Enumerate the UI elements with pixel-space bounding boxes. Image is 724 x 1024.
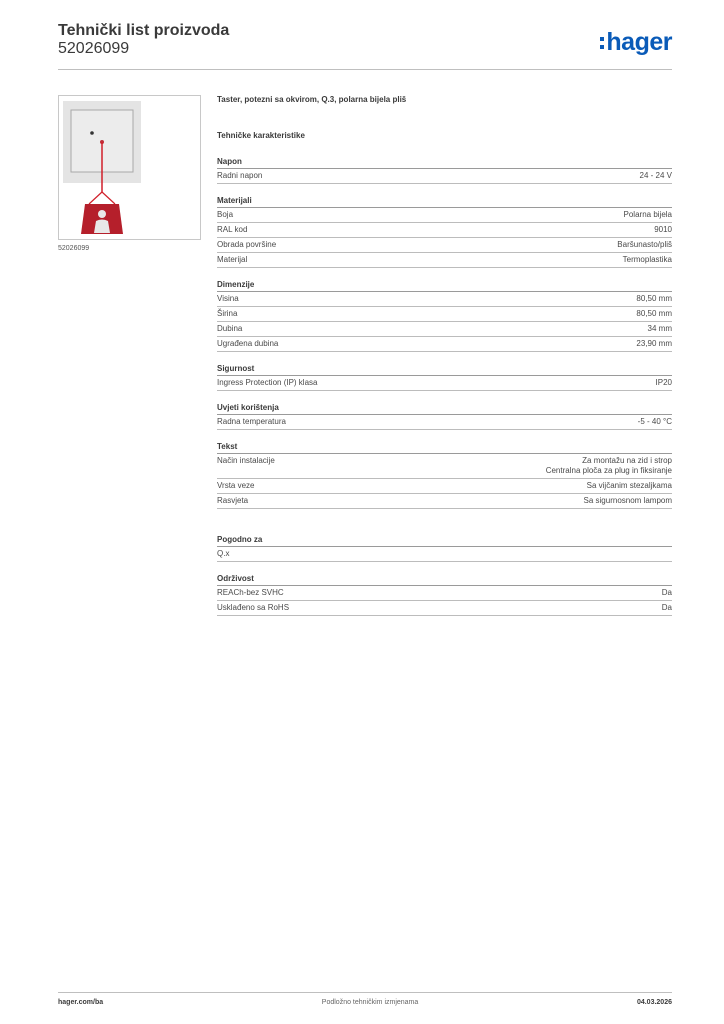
spec-group [217, 157, 672, 184]
spec-label: Obrada površine [217, 240, 277, 249]
spec-label: Način instalacije [217, 456, 275, 465]
spec-label: Ugrađena dubina [217, 339, 279, 348]
spec-row [217, 479, 672, 494]
spec-row [217, 238, 672, 253]
spec-group-title: Materijali [217, 196, 672, 208]
spec-row [217, 322, 672, 337]
document-header [58, 22, 672, 70]
spec-row [217, 454, 672, 479]
document-number: 52026099 [58, 40, 130, 57]
spec-group-title: Napon [217, 157, 672, 169]
spec-row [217, 253, 672, 268]
spec-label: Visina [217, 294, 239, 303]
spec-row [217, 208, 672, 223]
document-footer [58, 992, 672, 1006]
product-image [58, 95, 201, 240]
spec-label: Ingress Protection (IP) klasa [217, 378, 318, 387]
spec-label: Boja [217, 210, 234, 219]
spec-group-title: Održivost [217, 574, 672, 586]
spec-row [217, 169, 672, 184]
spec-label: Dubina [217, 324, 243, 333]
spec-groups [217, 157, 672, 616]
logo-text: hager [606, 28, 672, 56]
spec-label: Radna temperatura [217, 417, 286, 426]
spec-label: Rasvjeta [217, 496, 249, 505]
spec-value: -5 - 40 °C [637, 417, 672, 426]
spec-value: Termoplastika [622, 255, 672, 264]
spec-label: Q.x [217, 549, 230, 558]
spec-value: 23,90 mm [636, 339, 672, 348]
product-illustration [59, 96, 200, 239]
spec-group [217, 574, 672, 616]
spec-row [217, 337, 672, 352]
spec-group-title: Uvjeti korištenja [217, 403, 672, 415]
footer-date: 04.03.2026 [636, 999, 672, 1006]
footer-notice: Podložno tehničkim izmjenama [321, 999, 419, 1006]
spec-row [217, 376, 672, 391]
logo-dots-icon [600, 37, 604, 49]
spec-label: Vrsta veze [217, 481, 255, 490]
spec-value: 24 - 24 V [639, 171, 672, 180]
spec-value: Polarna bijela [623, 210, 672, 219]
spec-value: 9010 [654, 225, 672, 234]
spec-group [217, 364, 672, 391]
spec-group [217, 280, 672, 352]
product-name: Taster, potezni sa okvirom, Q.3, polarna bijela pliš [217, 95, 407, 104]
spec-value: IP20 [655, 378, 672, 387]
spec-label: Materijal [217, 255, 248, 264]
spec-value: Sa sigurnosnom lampom [583, 496, 672, 505]
spec-value: Sa vijčanim stezaljkama [586, 481, 672, 490]
footer-website[interactable]: hager.com/ba [58, 999, 104, 1006]
spec-group [217, 442, 672, 509]
spec-value: 80,50 mm [636, 309, 672, 318]
spec-group [217, 535, 672, 562]
spec-group-title: Tekst [217, 442, 672, 454]
spec-label: RAL kod [217, 225, 248, 234]
spec-value: Da [661, 588, 672, 597]
spec-group [217, 403, 672, 430]
spec-row [217, 494, 672, 509]
spec-value: 80,50 mm [636, 294, 672, 303]
spec-value: Za montažu na zid i strop Centralna ploča za plug in fiksiranje [545, 456, 672, 475]
spec-group-title: Pogodno za [217, 535, 672, 547]
spec-label: REACh-bez SVHC [217, 588, 284, 597]
spec-row [217, 223, 672, 238]
spec-value: 34 mm [647, 324, 672, 333]
spec-row [217, 586, 672, 601]
spec-row [217, 415, 672, 430]
spec-label: Širina [217, 309, 238, 318]
spec-row [217, 601, 672, 616]
spec-row [217, 292, 672, 307]
spec-value: Baršunasto/pliš [617, 240, 672, 249]
spec-group-title: Sigurnost [217, 364, 672, 376]
spec-label: Usklađeno sa RoHS [217, 603, 290, 612]
section-title: Tehničke karakteristike [217, 131, 305, 140]
document-title: Tehnički list proizvoda [58, 22, 230, 39]
spec-group-title: Dimenzije [217, 280, 672, 292]
product-image-caption: 52026099 [58, 245, 90, 252]
specifications [217, 95, 672, 616]
hager-logo [600, 28, 672, 56]
spec-group [217, 196, 672, 268]
spec-row [217, 547, 672, 562]
spec-row [217, 307, 672, 322]
spec-value: Da [661, 603, 672, 612]
spec-label: Radni napon [217, 171, 263, 180]
